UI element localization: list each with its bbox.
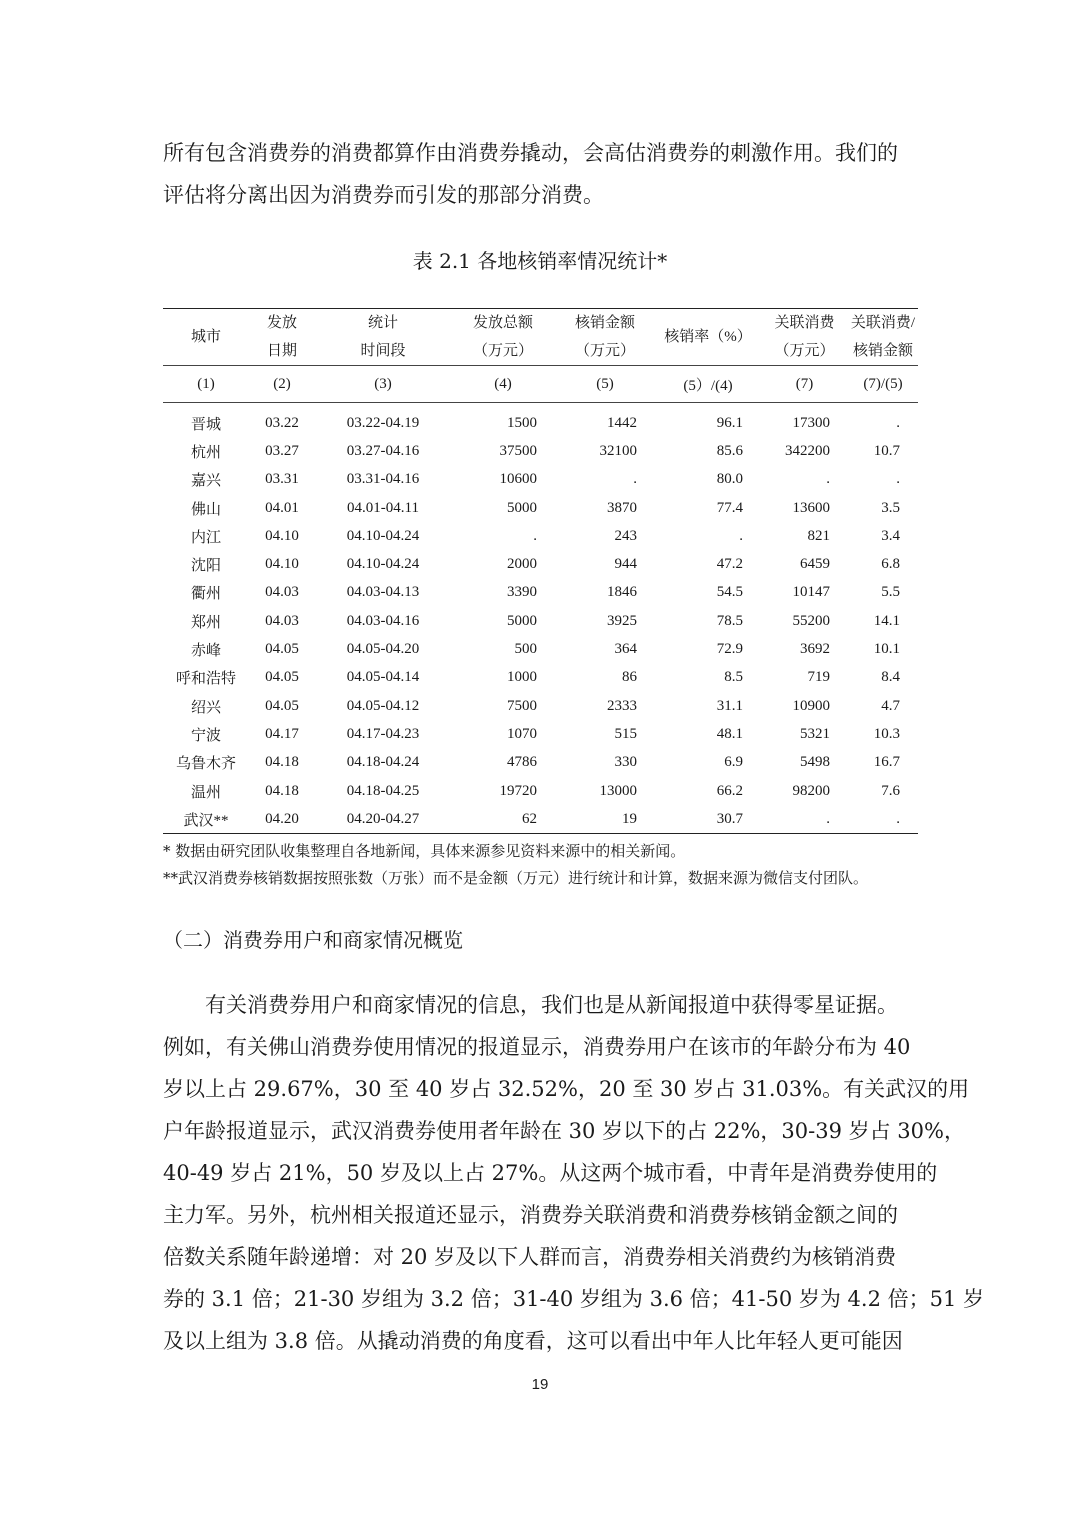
table-cell: 4.7: [881, 697, 900, 714]
table-cell: 04.18: [265, 782, 299, 799]
table-body: [163, 403, 918, 834]
table-cell: 04.05-04.12: [346, 697, 420, 714]
table-cell: 86: [622, 669, 637, 686]
table-cell: 03.31: [265, 471, 299, 488]
footnote: * 数据由研究团队收集整理自各地新闻，具体来源参见资料来源中的相关新闻。: [163, 842, 686, 860]
text-line: 券的 3.1 倍；21-30 岁组为 3.2 倍；31-40 岁组为 3.6 倍；41-50 岁为 4.2 倍；51 岁: [163, 1287, 985, 1311]
table-cell: 03.31-04.16: [346, 471, 420, 488]
table-cell: 37500: [499, 442, 537, 459]
table-cell: 04.03: [265, 612, 299, 629]
table-row: [163, 635, 918, 663]
table-cell: 944: [614, 556, 637, 573]
table-cell: 武汉**: [183, 812, 229, 829]
table-row: [163, 579, 918, 607]
table-cell: 19: [622, 810, 637, 827]
table-row: [163, 550, 918, 578]
table-cell: 19720: [499, 782, 537, 799]
table-cell: 佛山: [190, 501, 221, 518]
table-cell: 243: [614, 527, 637, 544]
table-cell: 1000: [507, 669, 537, 686]
table-cell: 10.7: [873, 442, 900, 459]
table-cell: 500: [514, 641, 537, 658]
table-cell: 6.8: [881, 556, 900, 573]
table-cell: 03.22-04.19: [346, 414, 420, 431]
table-cell: 77.4: [716, 499, 743, 516]
table-header-row: [163, 309, 918, 366]
header-rate: 核销率（%）: [664, 329, 752, 345]
table-cell: 3390: [507, 584, 537, 601]
table-cell: 3.4: [881, 527, 900, 544]
table-cell: 8.5: [724, 669, 743, 686]
table-cell: 66.2: [716, 782, 743, 799]
table-cell: 85.6: [716, 442, 743, 459]
table-cell: 32100: [599, 442, 637, 459]
table-cell: 364: [614, 641, 637, 658]
table-cell: 呼和浩特: [175, 671, 236, 688]
column-number: (4): [494, 375, 512, 392]
table-cell: 03.22: [265, 414, 299, 431]
table-cell: 04.20: [265, 810, 299, 827]
table-cell: 3870: [607, 499, 637, 516]
table-cell: 04.05: [265, 641, 299, 658]
table-cell: 郑州: [190, 614, 221, 631]
table-cell: 98200: [792, 782, 830, 799]
table-cell: 17300: [792, 414, 830, 431]
table-cell: 4786: [507, 754, 537, 771]
table-row: [163, 522, 918, 550]
table-row: [163, 437, 918, 465]
table-cell: 5000: [507, 499, 537, 516]
table-cell: 330: [614, 754, 637, 771]
column-number: (7)/(5): [863, 375, 903, 392]
table-cell: 晋城: [190, 416, 221, 433]
table-cell: 719: [807, 669, 830, 686]
table-cell: 内江: [190, 529, 221, 546]
redemption-rate-table: [163, 308, 918, 834]
table-cell: 1442: [607, 414, 637, 431]
table-cell: 衢州: [190, 586, 221, 603]
table-cell: 10.3: [873, 725, 900, 742]
table-row: [163, 664, 918, 692]
table-cell: 3925: [607, 612, 637, 629]
column-number: (3): [374, 375, 392, 392]
table-cell: 8.4: [881, 669, 900, 686]
table-cell: 3692: [800, 641, 830, 658]
header-related: 关联消费 （万元）: [774, 315, 835, 359]
table-cell: 47.2: [716, 556, 743, 573]
table-cell: 04.01-04.11: [347, 499, 419, 516]
header-issue-date: 发放 日期: [266, 315, 297, 359]
text-line: 40-49 岁占 21%，50 岁及以上占 27%。从这两个城市看，中青年是消费券使用的: [163, 1161, 938, 1185]
table-cell: 04.05-04.14: [346, 669, 420, 686]
column-number-row: [163, 366, 918, 403]
table-cell: 48.1: [716, 725, 743, 742]
section-heading: （二）消费券用户和商家情况概览: [163, 928, 463, 952]
table-cell: 72.9: [716, 641, 743, 658]
table-cell: .: [896, 414, 900, 431]
table-cell: 10600: [499, 471, 537, 488]
body-paragraph: [163, 984, 985, 1362]
table-cell: 宁波: [190, 727, 221, 744]
table-cell: 04.18-04.25: [346, 782, 420, 799]
table-cell: 5498: [800, 754, 830, 771]
table-cell: 10900: [792, 697, 830, 714]
table-cell: 03.27: [265, 442, 299, 459]
table-cell: 80.0: [716, 471, 743, 488]
table-row: [163, 720, 918, 748]
table-cell: 1846: [607, 584, 637, 601]
footnote: **武汉消费券核销数据按照张数（万张）而不是金额（万元）进行统计和计算，数据来源为微信支付团队。: [163, 869, 869, 887]
table-title: 表 2.1 各地核销率情况统计*: [412, 249, 668, 273]
table-cell: 7500: [507, 697, 537, 714]
table-cell: .: [739, 527, 743, 544]
table-cell: 78.5: [716, 612, 743, 629]
table-cell: 5000: [507, 612, 537, 629]
table-cell: 04.20-04.27: [346, 810, 420, 827]
table-cell: 04.18: [265, 754, 299, 771]
table-row: [163, 692, 918, 720]
table-cell: 04.18-04.24: [346, 754, 420, 771]
table-cell: 杭州: [190, 444, 221, 461]
table-cell: 04.17: [265, 725, 299, 742]
table-cell: 6.9: [724, 754, 743, 771]
table-row: [163, 466, 918, 494]
text-line: 有关消费券用户和商家情况的信息，我们也是从新闻报道中获得零星证据。: [163, 993, 898, 1017]
table-row: [163, 403, 918, 438]
table-row: [163, 494, 918, 522]
text-line: 倍数关系随年龄递增：对 20 岁及以下人群而言，消费券相关消费约为核销消费: [163, 1245, 897, 1269]
table-row: [163, 777, 918, 805]
header-total: 发放总额 （万元）: [472, 315, 533, 359]
column-number: (1): [197, 375, 215, 392]
table-row: [163, 749, 918, 777]
text-line: 评估将分离出因为消费券而引发的那部分消费。: [163, 183, 604, 207]
table-cell: 62: [522, 810, 537, 827]
table-cell: 2000: [507, 556, 537, 573]
table-cell: 乌鲁木齐: [175, 756, 236, 773]
column-number: (5）/(4): [683, 377, 733, 394]
table-cell: 04.17-04.23: [346, 725, 420, 742]
table-cell: 2333: [607, 697, 637, 714]
table-cell: 04.10: [265, 556, 299, 573]
table-cell: 03.27-04.16: [346, 442, 420, 459]
table-cell: 55200: [792, 612, 830, 629]
text-line: 所有包含消费券的消费都算作由消费券撬动，会高估消费券的刺激作用。我们的: [163, 141, 898, 165]
table-cell: .: [896, 810, 900, 827]
page-number: 19: [531, 1376, 549, 1393]
text-line: 例如，有关佛山消费券使用情况的报道显示，消费券用户在该市的年龄分布为 40: [163, 1035, 911, 1059]
table-cell: 7.6: [881, 782, 900, 799]
table-cell: 04.10-04.24: [346, 527, 420, 544]
table-cell: 1070: [507, 725, 537, 742]
table-cell: .: [533, 527, 537, 544]
table-cell: 5321: [800, 725, 830, 742]
table-cell: 6459: [800, 556, 830, 573]
table-cell: 04.05: [265, 669, 299, 686]
table-cell: .: [633, 471, 637, 488]
column-number: (2): [273, 375, 291, 392]
table-cell: 96.1: [716, 414, 743, 431]
table-cell: 04.03-04.13: [346, 584, 420, 601]
table-cell: 1500: [507, 414, 537, 431]
table-cell: 3.5: [881, 499, 900, 516]
table-cell: 绍兴: [190, 699, 221, 716]
table-cell: 13000: [599, 782, 637, 799]
header-period: 统计 时间段: [360, 315, 406, 359]
table-cell: 沈阳: [190, 558, 221, 575]
table-row: [163, 805, 918, 834]
text-line: 及以上组为 3.8 倍。从撬动消费的角度看，这可以看出中年人比年轻人更可能因: [163, 1329, 903, 1353]
header-ratio: 关联消费/ 核销金额: [850, 315, 916, 359]
table-cell: 04.05: [265, 697, 299, 714]
intro-paragraph: [163, 132, 918, 216]
table-cell: 10.1: [873, 641, 900, 658]
column-number: (5): [596, 375, 614, 392]
table-row: [163, 607, 918, 635]
table-cell: 14.1: [873, 612, 900, 629]
text-line: 主力军。另外，杭州相关报道还显示，消费券关联消费和消费券核销金额之间的: [163, 1203, 898, 1227]
table-cell: .: [896, 471, 900, 488]
column-number: (7): [795, 375, 814, 392]
table-cell: 04.01: [265, 499, 299, 516]
text-line: 户年龄报道显示，武汉消费券使用者年龄在 30 岁以下的占 22%，30-39 岁占 30%，: [163, 1119, 965, 1143]
table-cell: 04.05-04.20: [346, 641, 420, 658]
table-cell: 5.5: [881, 584, 900, 601]
table-cell: 04.03: [265, 584, 299, 601]
table-cell: 04.03-04.16: [346, 612, 420, 629]
text-line: 岁以上占 29.67%，30 至 40 岁占 32.52%，20 至 30 岁占 31.03%。有关武汉的用: [163, 1077, 970, 1101]
table-footnotes: [163, 838, 923, 892]
table-cell: 04.10-04.24: [346, 556, 420, 573]
table-cell: .: [826, 810, 830, 827]
table-cell: 54.5: [716, 584, 743, 601]
table-cell: 04.10: [265, 527, 299, 544]
table-cell: 13600: [792, 499, 830, 516]
table-cell: 30.7: [716, 810, 743, 827]
table-cell: 31.1: [716, 697, 743, 714]
header-redeemed: 核销金额 （万元）: [574, 315, 635, 359]
table-cell: .: [826, 471, 830, 488]
table-cell: 342200: [785, 442, 830, 459]
table-cell: 赤峰: [190, 643, 221, 660]
table-cell: 16.7: [873, 754, 900, 771]
table-cell: 嘉兴: [190, 473, 221, 490]
table-cell: 515: [614, 725, 637, 742]
table-cell: 温州: [190, 784, 221, 801]
table-cell: 10147: [792, 584, 830, 601]
table-cell: 821: [807, 527, 830, 544]
header-city: 城市: [190, 329, 221, 345]
